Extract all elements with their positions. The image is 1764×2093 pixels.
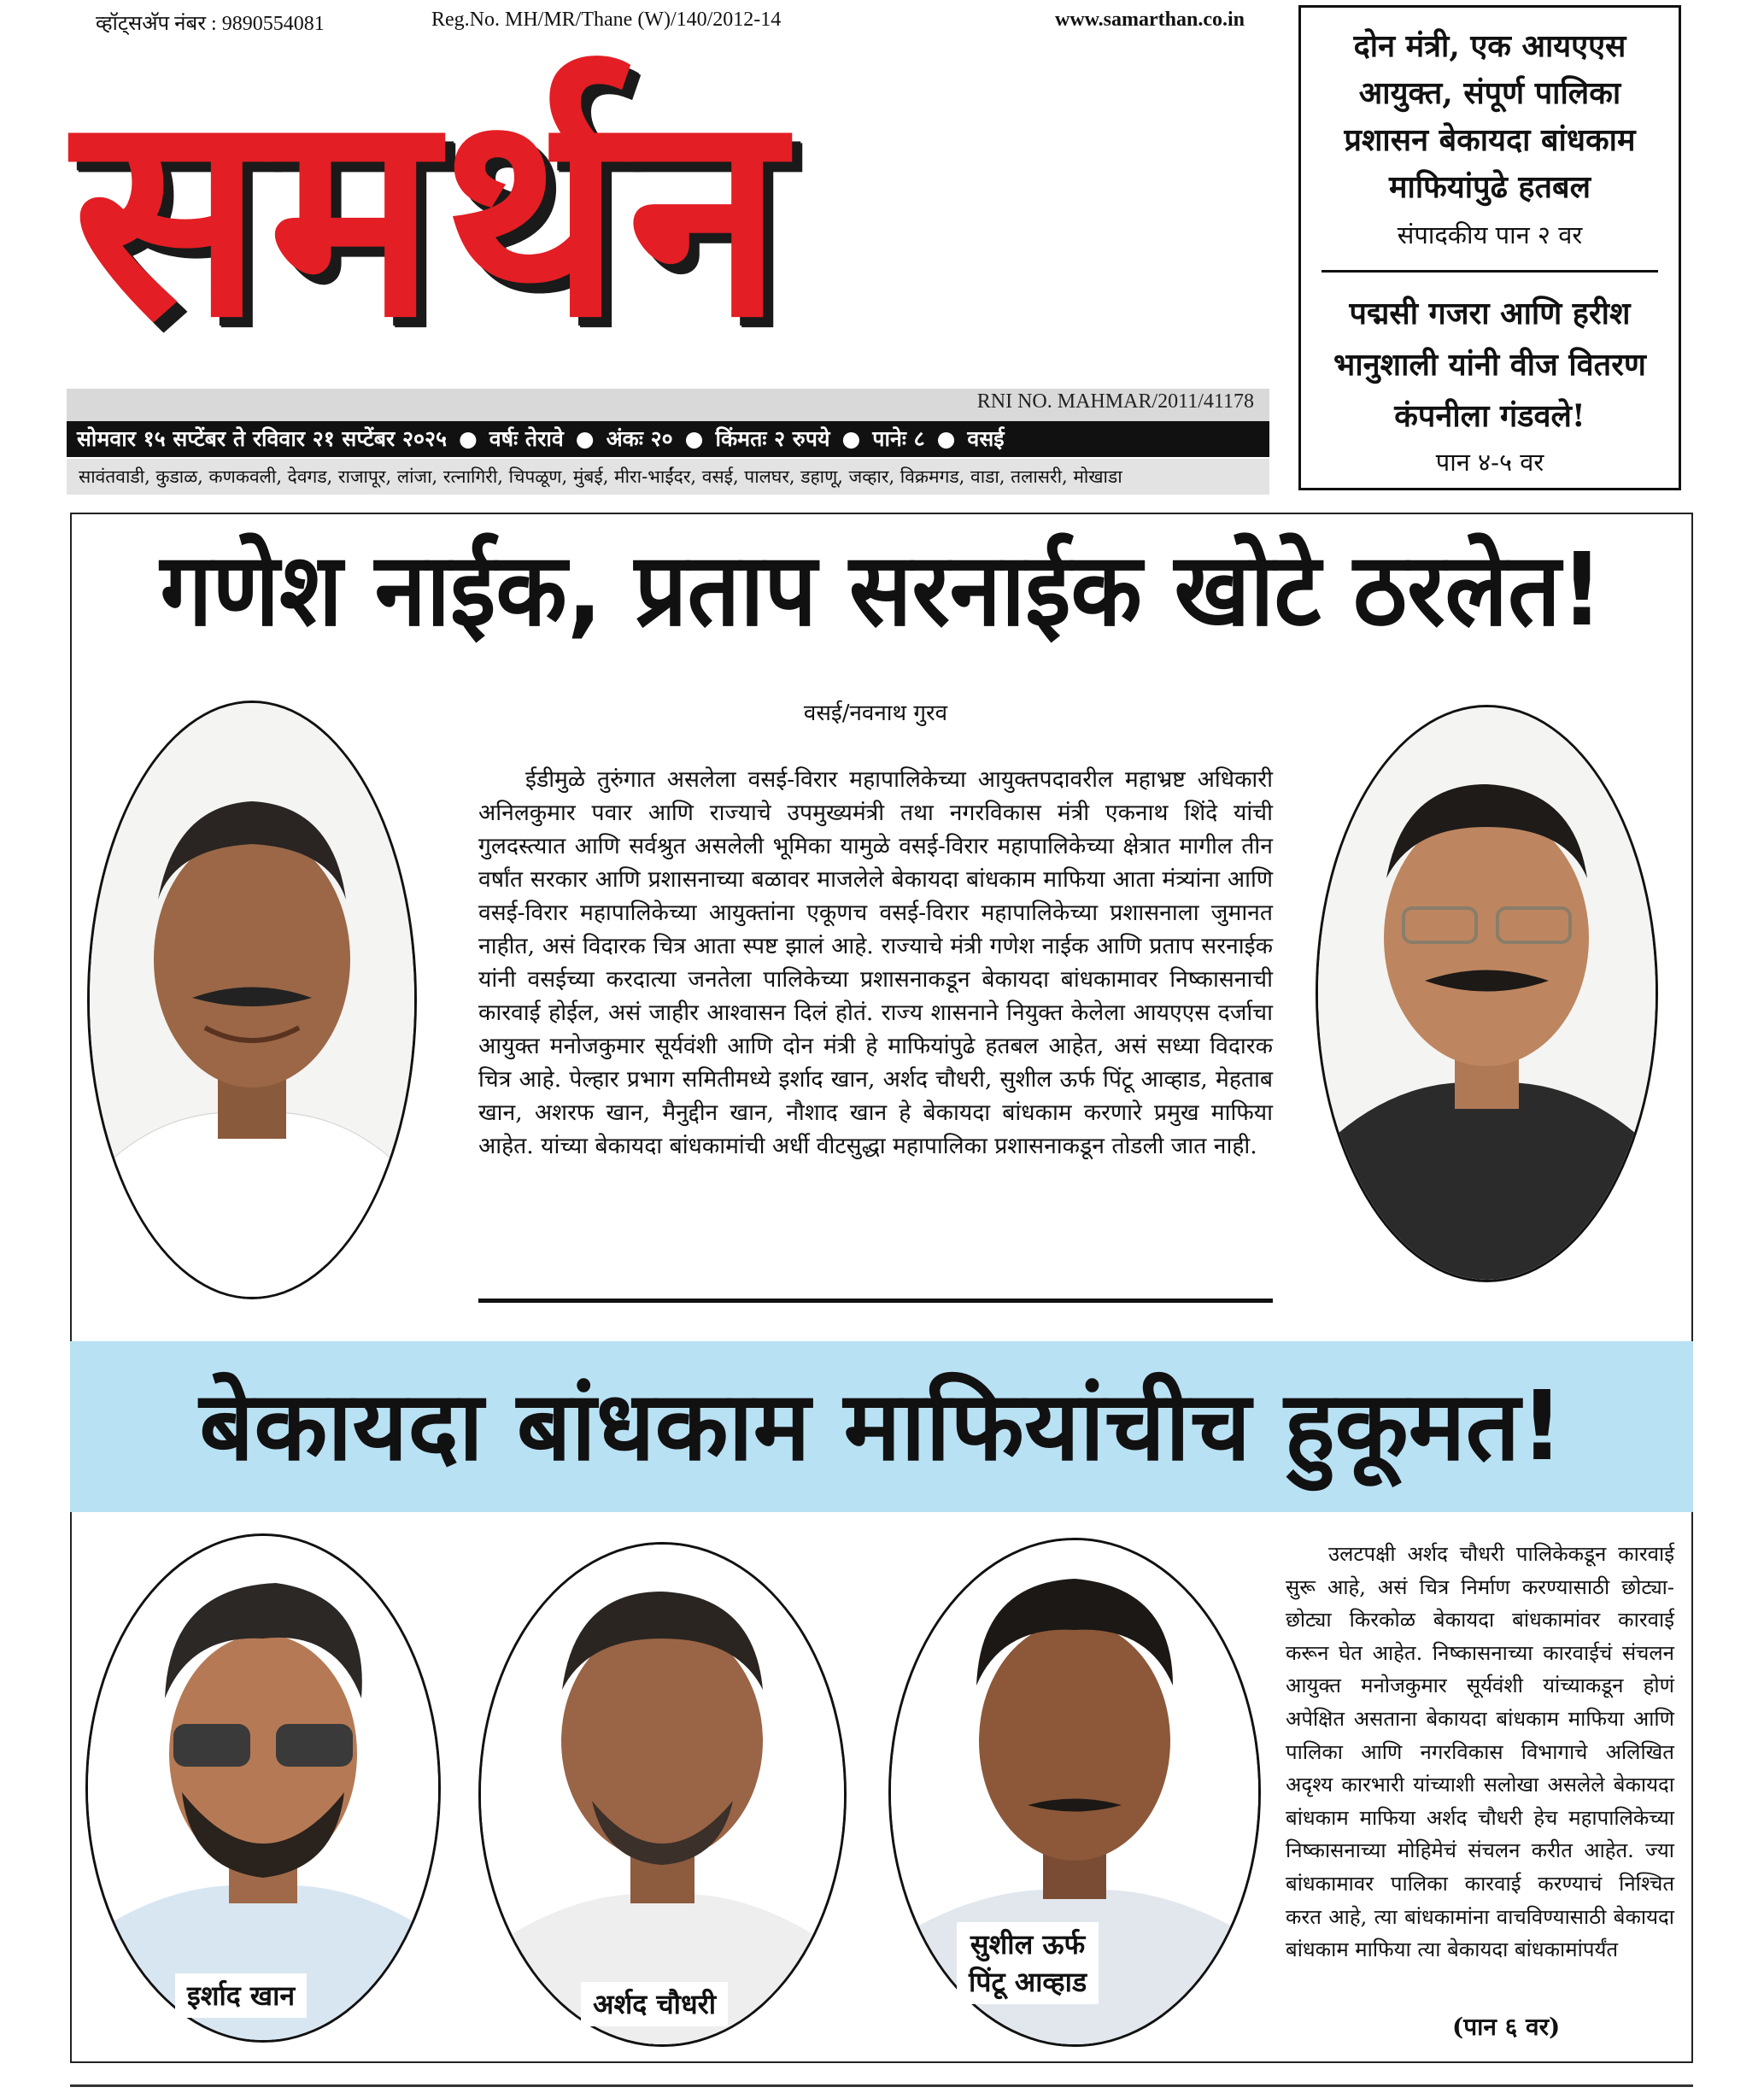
issue-year: वर्षः तेरावे [489, 426, 564, 451]
issue-place: वसई [967, 426, 1005, 451]
second-story-body: उलटपक्षी अर्शद चौधरी पालिकेकडून कारवाई सुरू आहे, असं चित्र निर्माण करण्यासाठी छोट्या-छोट्या किरकोळ बेकायदा बांधकामांवर कारवाई करून घेत आहेत. निष्कासनाच्या कारवाईचं संचलन आयुक्त मनोजकुमार सूर्यवंशी यांच्याकडून होणं अपेक्षित असताना बेकायदा बांधकाम माफिया आणि पालिका आणि नगरविकास विभागाचे अलिखित अदृश्य कारभारी यांच्याशी सलोखा असलेले बेकायदा बांधकाम माफिया अर्शद चौधरी हेच महापालिकेच्या निष्कासनाच्या मोहिमेचं संचलन करीत आहेत. ज्या बांधकामावर पालिका कारवाई करण्याचं निश्चित करत आहे, त्या बांधकामांना वाचविण्यासाठी बेकायदा बांधकाम माफिया त्या बेकायदा बांधकामांपर्यंत [1286, 1542, 1674, 1962]
lead-byline: वसई/नवनाथ गुरव [803, 701, 948, 726]
newspaper-logo: समर्थन [73, 51, 789, 379]
caption-sushil-line1: सुशील ऊर्फ [970, 1928, 1086, 1961]
teaser-box [1298, 5, 1681, 490]
bullet-icon: ● [575, 426, 595, 451]
portrait-photo-arshad-chaudhari [478, 1542, 847, 2047]
bottom-rule [70, 2084, 1693, 2087]
bullet-icon: ● [458, 426, 478, 451]
continued-reference[interactable]: (पान ६ वर) [1452, 2013, 1561, 2041]
issue-number: अंकः २० [606, 426, 673, 451]
issue-pages: पानेः ८ [872, 426, 925, 451]
teaser-ref-1: संपादकीय पान २ वर [1397, 220, 1583, 249]
caption-irshad-khan: इर्शाद खान [175, 1973, 307, 2018]
teaser-divider [1322, 270, 1658, 273]
caption-sushil-avhad [957, 1922, 1099, 2004]
portrait-photo-irshad-khan [85, 1533, 441, 2043]
rni-number: RNI NO. MAHMAR/2011/41178 [976, 390, 1254, 413]
rni-bar [67, 389, 1269, 421]
caption-sushil-line2: पिंटू आव्हाड [969, 1966, 1087, 1998]
lead-headline[interactable]: गणेश नाईक, प्रताप सरनाईक खोटे ठरलेत! [160, 531, 1603, 648]
teaser-headline-2[interactable]: पद्मसी गजरा आणि हरीश भानुशाली यांनी वीज वितरण कंपनीला गंडवले! [1333, 296, 1646, 434]
caption-arshad-chaudhari: अर्शद चौधरी [581, 1982, 728, 2026]
bullet-icon: ● [936, 426, 956, 451]
whatsapp-number: व्हॉट्सअ‍ॅप नंबर : 9890554081 [96, 13, 325, 35]
issue-price: किंमतः २ रुपये [715, 426, 830, 451]
teaser-headline-1[interactable]: दोन मंत्री, एक आयएएस आयुक्त, संपूर्ण पालिका प्रशासन बेकायदा बांधकाम माफियांपुढे हतबल [1344, 28, 1636, 205]
portrait-photo-right [1316, 705, 1658, 1282]
issue-dates: सोमवार १५ सप्टेंबर ते रविवार २१ सप्टेंबर २०२५ [77, 426, 447, 451]
lead-story-body: ईडीमुळे तुरुंगात असलेला वसई-विरार महापालिकेच्या आयुक्तपदावरील महाभ्रष्ट अधिकारी अनिलकुमार पवार आणि राज्याचे उपमुख्यमंत्री तथा नगरविकास मंत्री एकनाथ शिंदे यांची गुलदस्त्यात आणि सर्वश्रुत असलेली भूमिका यामुळे वसई-विरार महापालिकेच्या क्षेत्रात मागील तीन वर्षांत सरकार आणि प्रशासनाच्या बळावर माजलेले बेकायदा बांधकाम माफिया आता मंत्र्यांना आणि वसई-विरार महापालिकेच्या आयुक्तांना एकूणच वसई-विरार महापालिकेच्या प्रशासनाला जुमानत नाहीत, असं विदारक चित्र आता स्पष्ट झालं आहे. राज्याचे मंत्री गणेश नाईक आणि प्रताप सरनाईक यांनी वसईच्या करदात्या जनतेला पालिकेच्या प्रशासनाकडून बेकायदा बांधकामावर निष्कासनाची कारवाई होईल, असं जाहीर आश्वासन दिलं होतं. राज्य शासनाने नियुक्त केलेला आयएएस दर्जाचा आयुक्त मनोजकुमार सूर्यवंशी आणि दोन मंत्री हे माफियांपुढे हतबल आहेत, असं सध्या विदारक चित्र आहे. पेल्हार प्रभाग समितीमध्ये इर्शाद खान, अर्शद चौधरी, सुशील ऊर्फ पिंटू आव्हाड, मेहताब खान, अशरफ खान, मैनुद्दीन खान, नौशाद खान हे बेकायदा बांधकाम करणारे प्रमुख माफिया आहेत. यांच्या बेकायदा बांधकामांची अर्धी वीटसुद्धा महापालिका प्रशासनाकडून तोडली जात नाही. [478, 766, 1273, 1159]
website-link[interactable]: www.samarthan.co.in [1055, 9, 1245, 31]
portrait-photo-left [87, 701, 417, 1299]
registration-number: Reg.No. MH/MR/Thane (W)/140/2012-14 [431, 9, 782, 31]
bullet-icon: ● [841, 426, 861, 451]
teaser-ref-2: पान ४-५ वर [1435, 448, 1544, 477]
edition-places: सावंतवाडी, कुडाळ, कणकवली, देवगड, राजापूर, लांजा, रत्नागिरी, चिपळूण, मुंबई, मीरा-भाईंदर, वसई, पालघर, डहाणू, जव्हार, विक्रमगड, वाडा, तलासरी, मोखाडा [67, 459, 1269, 495]
bullet-icon: ● [684, 426, 704, 451]
second-headline[interactable]: बेकायदा बांधकाम माफियांचीच हुकूमत! [199, 1371, 1564, 1482]
issue-info-bar [67, 421, 1269, 457]
story-divider [478, 1299, 1273, 1303]
